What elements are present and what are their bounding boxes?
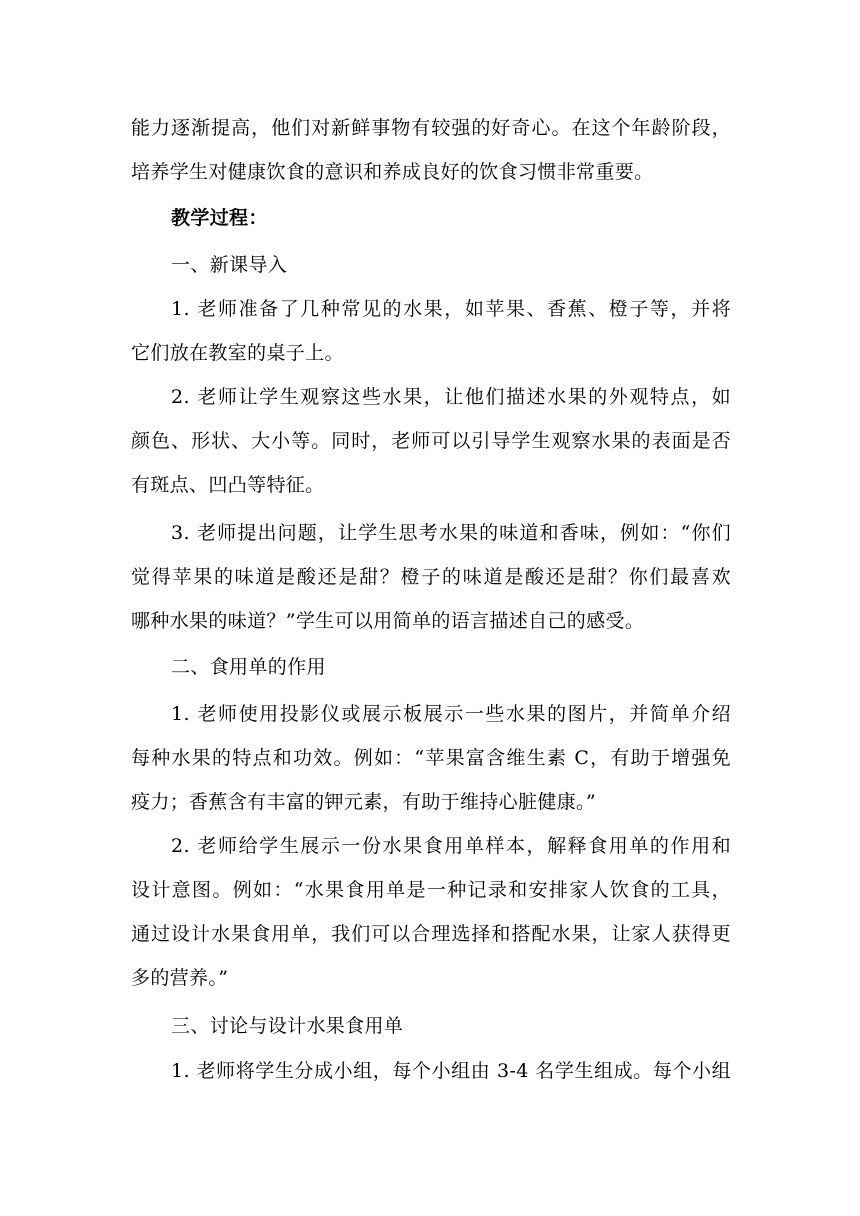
paragraph-line: 觉得苹果的味道是酸还是甜？橙子的味道是酸还是甜？你们最喜欢: [131, 566, 731, 588]
paragraph-line: 通过设计水果食用单，我们可以合理选择和搭配水果，让家人获得更: [131, 923, 731, 945]
paragraph-line: 颜色、形状、大小等。同时，老师可以引导学生观察水果的表面是否: [131, 430, 731, 452]
paragraph-line: 1. 老师使用投影仪或展示板展示一些水果的图片，并简单介绍: [171, 703, 731, 725]
section-heading: 教学过程：: [171, 207, 268, 229]
paragraph-line: 2. 老师给学生展示一份水果食用单样本，解释食用单的作用和: [171, 835, 731, 857]
paragraph-line: 设计意图。例如：“水果食用单是一种记录和安排家人饮食的工具，: [131, 879, 731, 901]
subsection-heading: 二、食用单的作用: [171, 656, 326, 678]
subsection-heading: 三、讨论与设计水果食用单: [171, 1015, 404, 1037]
paragraph-line: 1. 老师将学生分成小组，每个小组由 3-4 名学生组成。每个小组: [171, 1060, 731, 1082]
paragraph-line: 培养学生对健康饮食的意识和养成良好的饮食习惯非常重要。: [131, 161, 654, 183]
paragraph-line: 能力逐渐提高，他们对新鲜事物有较强的好奇心。在这个年龄阶段，: [131, 117, 731, 139]
subsection-heading: 一、新课导入: [171, 254, 288, 276]
paragraph-line: 多的营养。”: [131, 967, 229, 989]
paragraph-line: 每种水果的特点和功效。例如：“苹果富含维生素 C，有助于增强免: [131, 747, 731, 769]
paragraph-line: 3. 老师提出问题，让学生思考水果的味道和香味，例如：“你们: [171, 522, 731, 544]
paragraph-line: 疫力；香蕉含有丰富的钾元素，有助于维持心脏健康。”: [131, 791, 596, 813]
paragraph-line: 有斑点、凹凸等特征。: [131, 474, 325, 496]
paragraph-line: 1. 老师准备了几种常见的水果，如苹果、香蕉、橙子等，并将: [171, 298, 731, 320]
paragraph-line: 2. 老师让学生观察这些水果，让他们描述水果的外观特点，如: [171, 386, 731, 408]
paragraph-line: 哪种水果的味道？”学生可以用简单的语言描述自己的感受。: [131, 610, 645, 632]
paragraph-line: 它们放在教室的桌子上。: [131, 342, 344, 364]
